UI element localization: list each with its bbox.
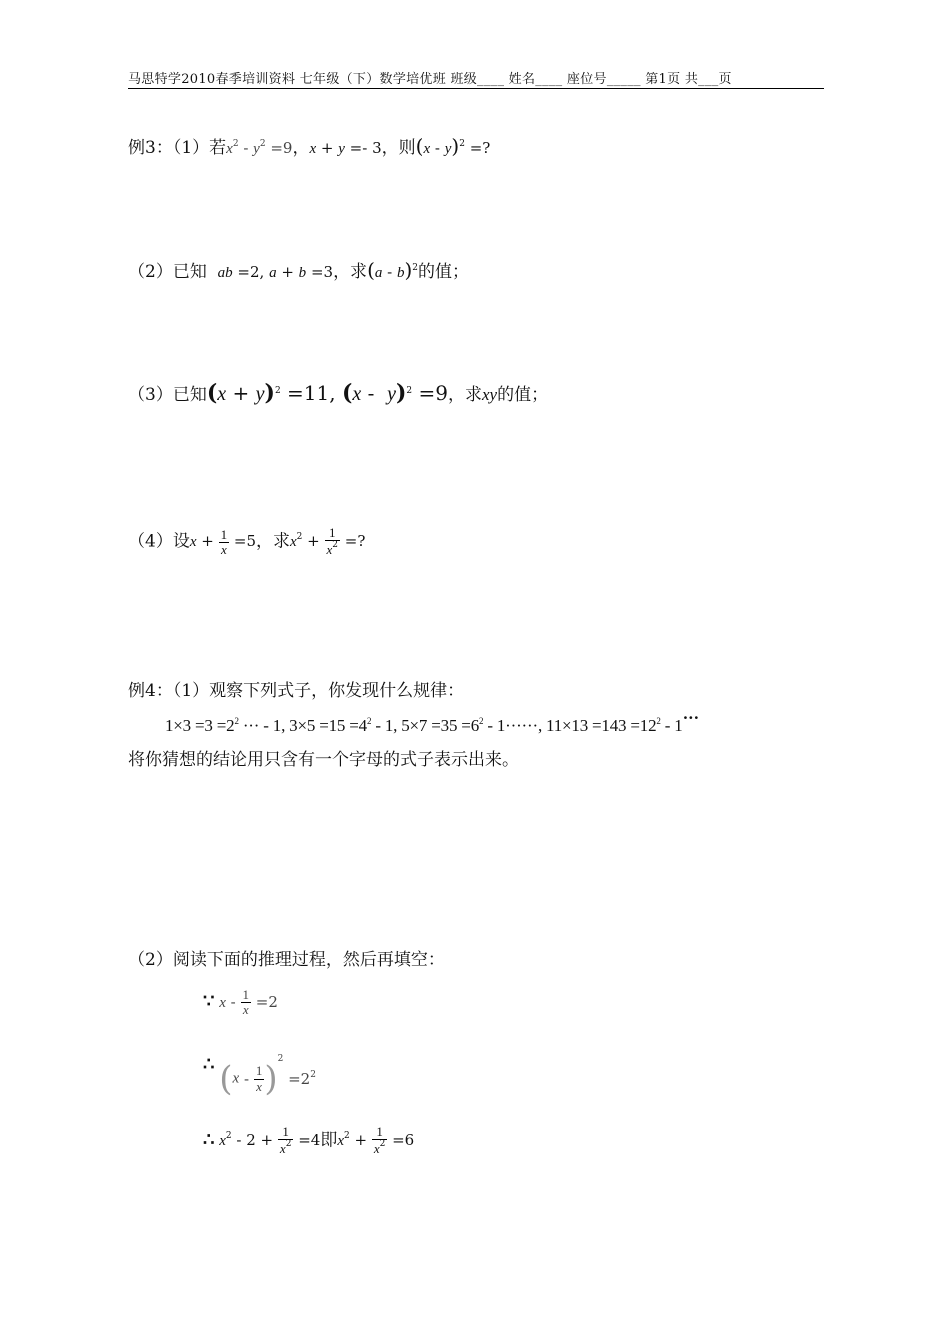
ex4-q2-label: （2）阅读下面的推理过程，然后再填空： [128, 950, 445, 970]
ex3-q2-tail: 的值； [418, 262, 470, 282]
ex3-q3-tail: 的值； [497, 385, 549, 405]
ex3-q3-expr1: $(x + y)^2 =11$, (x - y)$^2$ =9 [206, 380, 448, 406]
ex4-q1-series: $1\times 3 =3 =2^2$ ··· - 1, $3\times 5 =15 =4^2 - 1$, $5\times 7 =35 =6^2 - 1\cdot\cdot\cdot\cdot\cdot\cdot$, $11\times 13 =143 =12^2 - 1\cdot\cdot\cdot$ [165, 708, 699, 735]
ex4-q1-label: 例4：（1）观察下列式子，你发现什么规律： [128, 681, 465, 701]
ex3-q1-expr1: $x^2 - y^2 =9$ [226, 139, 293, 157]
ex3-q1 [128, 133, 490, 158]
ex3-q1-sep1: ， [292, 138, 310, 158]
therefore-symbol: ∴ [203, 1054, 215, 1075]
ex3-q2-expr2: (a - b)$^2$ [367, 258, 419, 282]
ex3-q3-sep1: ，求 [448, 385, 482, 405]
page-header: 马思特学2010春季培训资料 七年级（下）数学培优班 班级____ 姓名____ 座位号_____ 第1页 共___页 [128, 72, 732, 87]
ex3-q3 [128, 380, 548, 406]
ex3-q2-expr1: ab =2, a + b =3 [217, 263, 334, 281]
ex3-q4-expr2: $x^2$ + $\frac{1}{x^2}$ =? [290, 525, 366, 558]
therefore-symbol-2: ∴ [203, 1129, 215, 1151]
header-rule [128, 88, 824, 89]
ex3-q2-label: （2）已知 [128, 262, 207, 282]
ex3-q1-expr2: x + y =- 3 [309, 139, 382, 157]
ex3-q1-sep2: ，则 [381, 138, 416, 158]
ex4-q2-line3-expr1: $x^2 - 2$ + $\frac{1}{x^2}$ =4 [219, 1124, 321, 1157]
ex3-q1-expr3: (x - y)$^2$ =? [415, 134, 491, 158]
ex3-q4-expr1: x + $\frac{1}{x}$ =5 [189, 526, 256, 557]
ex3-q3-expr2: xy [482, 385, 498, 404]
ex4-q1-instruction: 将你猜想的结论用只含有一个字母的式子表示出来。 [128, 750, 519, 770]
ex4-q2-line1-expr: x - $\frac{1}{x}$ =2 [219, 987, 278, 1018]
because-symbol: ∵ [203, 990, 215, 1012]
ex3-q4-label: （4）设 [128, 531, 190, 552]
ex4-q2-line2-expr: (x - $\frac{1}{x}$ )$^2 =2^2$ [219, 1054, 316, 1099]
ex3-q3-label: （3）已知 [128, 385, 207, 405]
ex3-q2-sep1: ，求 [333, 262, 368, 282]
ex3-q4 [128, 526, 365, 559]
ex4-q2-line2 [203, 1054, 316, 1099]
ex4-q2-line3 [203, 1125, 414, 1158]
ex3-q4-sep1: ，求 [256, 531, 290, 552]
ex3-q2 [128, 257, 469, 282]
ex4-q2-line1 [203, 988, 278, 1018]
ex4-q2-line3-mid: 即 [320, 1130, 338, 1151]
ex3-q1-label: 例3：（1）若 [128, 138, 227, 158]
ex4-q2-line3-expr2: $x^2$ + $\frac{1}{x^2}$ =6 [337, 1124, 415, 1157]
